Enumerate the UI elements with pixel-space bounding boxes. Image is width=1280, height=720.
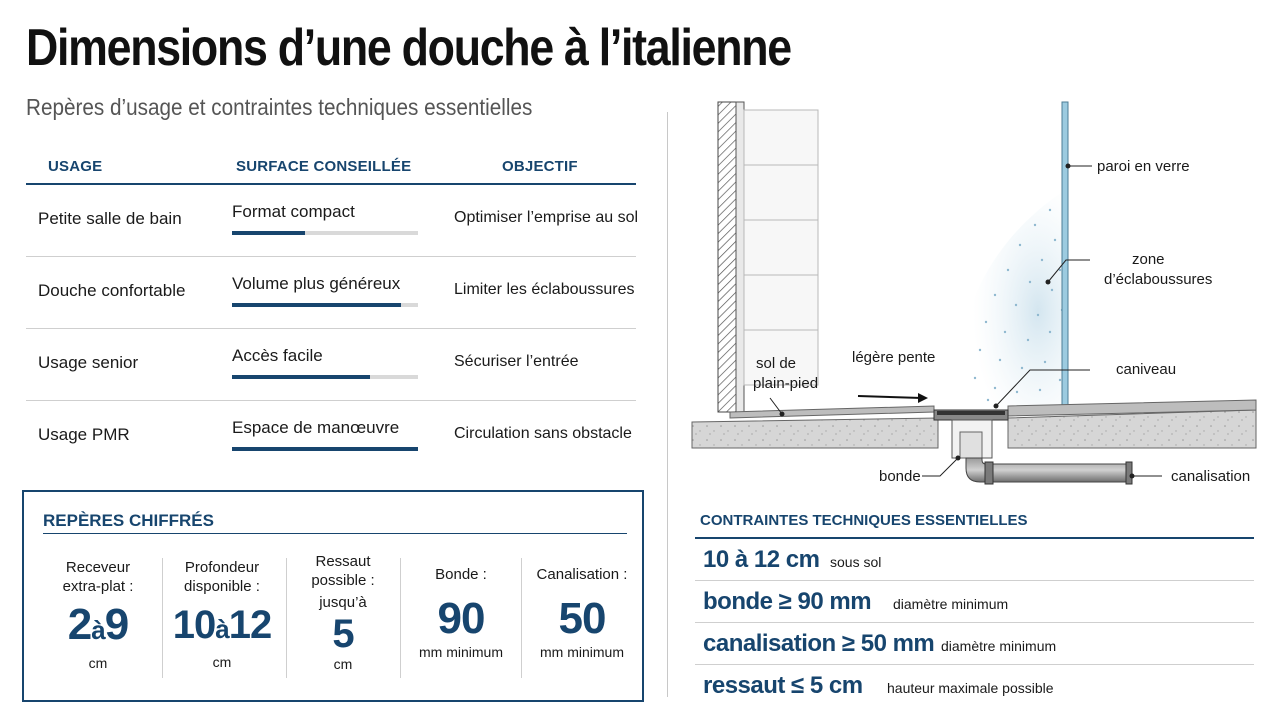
contrainte-value: canalisation ≥ 50 mm (703, 630, 935, 657)
usage-name: Usage senior (38, 353, 139, 372)
repere-unit: cm (88, 655, 108, 671)
surface-bar-fill (232, 375, 370, 379)
repere-separator (521, 558, 522, 678)
callout-bonde: bonde (879, 468, 921, 485)
pipe-joint (985, 462, 993, 484)
glass-partition (1062, 102, 1068, 410)
vertical-divider (667, 112, 668, 697)
pipe-end (1126, 462, 1132, 484)
repere-label: jusqu’à (319, 594, 367, 611)
repere-label: possible : (311, 572, 375, 589)
repere-ressaut (288, 552, 398, 682)
contrainte-value: 10 à 12 cm (703, 546, 820, 573)
pente-arrow-head (918, 393, 928, 403)
repere-value: 2à9 (67, 600, 129, 649)
repere-value: 5 (332, 612, 354, 656)
contrainte-note: sous sol (830, 554, 882, 570)
wall-plaster (736, 102, 744, 412)
contrainte-value: ressaut ≤ 5 cm (703, 672, 863, 699)
callout-paroi: paroi en verre (1097, 158, 1190, 175)
surface-label: Espace de manœuvre (232, 418, 400, 437)
page-title: Dimensions d’une douche à l’italienne (26, 19, 791, 77)
callout-pente: légère pente (852, 349, 936, 366)
repere-label: Profondeur (184, 559, 260, 576)
surface-label: Volume plus généreux (232, 274, 401, 293)
repere-separator (286, 558, 287, 678)
col-header-surface: SURFACE CONSEILLÉE (236, 158, 412, 175)
surface-bar (232, 231, 418, 235)
repere-unit: cm (333, 656, 353, 672)
contrainte-note: diamètre minimum (941, 638, 1057, 654)
reperes-rule (43, 533, 627, 534)
surface-bar-fill (232, 303, 401, 307)
usage-name: Douche confortable (38, 281, 186, 300)
callout-caniveau: caniveau (1116, 361, 1177, 378)
col-header-objectif: OBJECTIF (502, 158, 578, 175)
callout-sol-line1: sol de (756, 355, 797, 372)
usage-name: Usage PMR (38, 425, 130, 444)
repere-separator (162, 558, 163, 678)
reperes-panel (22, 490, 644, 702)
callout-zone-line2: d’éclaboussures (1104, 271, 1213, 288)
contrainte-note: hauteur maximale possible (887, 680, 1054, 696)
floor-slab-left (692, 418, 938, 448)
surface-bar (232, 375, 418, 379)
repere-profondeur (164, 552, 280, 682)
contrainte-row (695, 624, 1254, 665)
contrainte-row (695, 540, 1254, 581)
repere-unit: cm (212, 654, 232, 670)
wall-hatch (718, 102, 736, 412)
repere-unit: mm minimum (419, 644, 503, 660)
usage-name: Petite salle de bain (38, 209, 182, 228)
caniveau-grid (937, 411, 1005, 415)
reperes-title: REPÈRES CHIFFRÉS (43, 511, 214, 530)
splash-zone (957, 190, 1065, 410)
bonde-inner (960, 432, 982, 458)
surface-label: Accès facile (232, 346, 323, 365)
callout-canalisation: canalisation (1171, 468, 1251, 485)
repere-label: Canalisation : (536, 566, 628, 583)
table-row (26, 257, 636, 329)
repere-value: 10à12 (172, 603, 272, 647)
contrainte-value: bonde ≥ 90 mm (703, 588, 872, 615)
repere-label: Bonde : (435, 566, 487, 583)
floor-finish (730, 406, 934, 418)
floor-slab-right (1008, 410, 1256, 448)
objectif-text: Limiter les éclaboussures (454, 281, 635, 298)
surface-bar-fill (232, 447, 418, 451)
table-row (26, 329, 636, 401)
repere-separator (400, 558, 401, 678)
objectif-text: Sécuriser l’entrée (454, 353, 579, 370)
callout-sol-line2: plain-pied (753, 375, 819, 392)
col-header-usage: USAGE (48, 158, 103, 175)
table-row (26, 401, 636, 473)
contrainte-row (695, 582, 1254, 623)
repere-bonde (402, 552, 520, 682)
repere-label: extra-plat : (62, 578, 134, 595)
contrainte-note: diamètre minimum (893, 596, 1009, 612)
repere-canalisation (523, 552, 641, 682)
table-row (26, 185, 639, 257)
contraintes-title: CONTRAINTES TECHNIQUES ESSENTIELLES (700, 512, 1028, 529)
surface-bar-fill (232, 231, 305, 235)
repere-label: Receveur (65, 559, 131, 576)
repere-value: 90 (437, 594, 485, 643)
contrainte-row (695, 666, 1254, 707)
contraintes-rule (695, 537, 1254, 539)
repere-label: Ressaut (315, 553, 371, 570)
objectif-text: Circulation sans obstacle (454, 425, 632, 442)
surface-bar (232, 447, 418, 451)
repere-receveur (32, 552, 164, 682)
callout-zone-line1: zone (1132, 251, 1165, 268)
objectif-text: Optimiser l’emprise au sol (454, 209, 639, 226)
pente-arrow-line (858, 396, 922, 398)
wall-tiles (744, 110, 818, 385)
surface-bar (232, 303, 418, 307)
repere-label: disponible : (184, 578, 260, 595)
repere-unit: mm minimum (540, 644, 624, 660)
page-subtitle: Repères d’usage et contraintes techniques essentielles (26, 94, 533, 120)
surface-label: Format compact (232, 202, 355, 221)
repere-value: 50 (558, 594, 606, 643)
